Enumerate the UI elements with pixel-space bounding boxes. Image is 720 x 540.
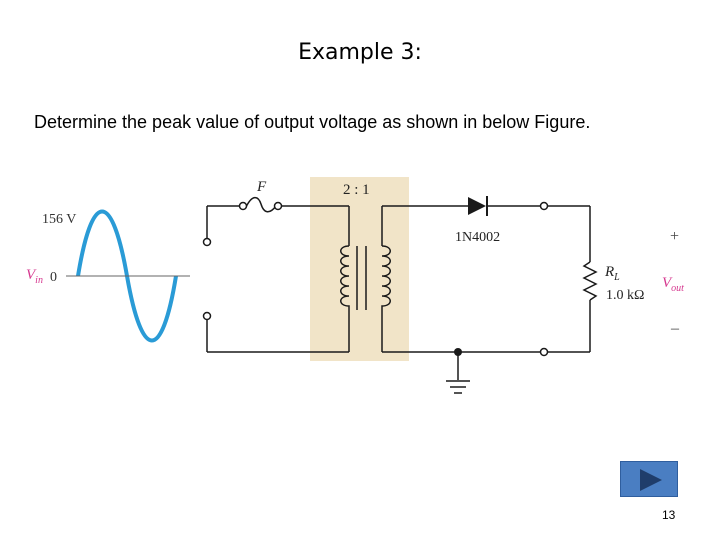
rl-value-label: 1.0 kΩ <box>606 288 645 303</box>
zero-label: 0 <box>50 270 57 285</box>
turns-ratio-label: 2 : 1 <box>343 182 370 198</box>
circuit-figure <box>0 160 720 400</box>
slide-title: Example 3: <box>298 40 422 65</box>
input-terminal-bottom <box>204 313 211 320</box>
diode-label: 1N4002 <box>455 230 501 245</box>
plus-sign: + <box>670 228 680 245</box>
ground-icon <box>446 381 470 393</box>
fuse-terminal-left <box>240 203 247 210</box>
ground-junction-dot <box>454 348 462 356</box>
vin-label: $V_{in}$ <box>26 267 43 286</box>
output-terminal-bottom <box>541 349 548 356</box>
next-slide-button[interactable] <box>620 461 678 497</box>
vout-label: $V_{out}$ <box>662 275 684 294</box>
rl-label: $R_L$ <box>605 264 620 283</box>
problem-statement: Determine the peak value of output voltage as shown in below Figure. <box>34 112 591 132</box>
page-number: 13 <box>662 508 676 522</box>
input-terminal-top <box>204 239 211 246</box>
play-triangle-icon <box>640 469 662 491</box>
minus-sign: – <box>671 320 679 337</box>
diode-icon <box>468 197 486 215</box>
output-terminal-top <box>541 203 548 210</box>
transformer-highlight <box>310 177 409 361</box>
fuse-terminal-right <box>275 203 282 210</box>
fuse-label: F <box>257 179 267 195</box>
sine-peak-label: 156 V <box>42 212 77 227</box>
